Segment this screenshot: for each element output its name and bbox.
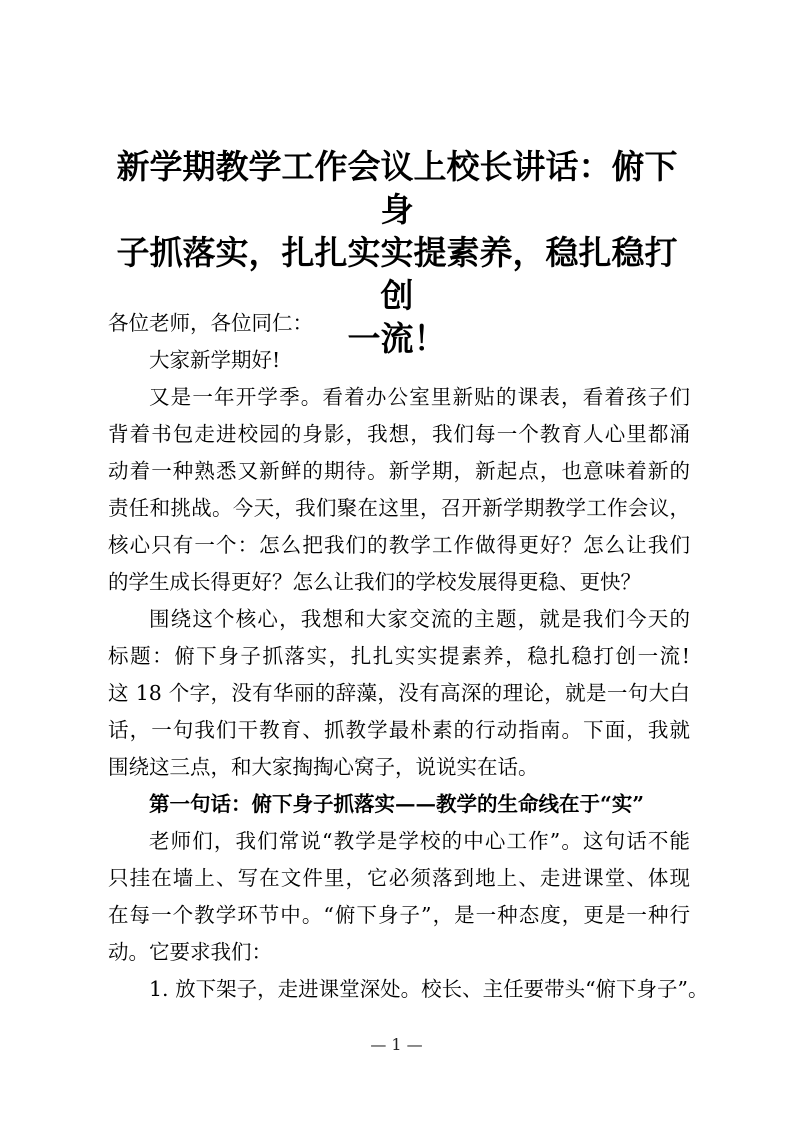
paragraph-line: 话，一句我们干教育、抓教学最朴素的行动指南。下面，我就 — [108, 718, 690, 742]
paragraph-line: 背着书包走进校园的身影，我想，我们每一个教育人心里都涌 — [108, 422, 690, 446]
paragraph-line: 动着一种熟悉又新鲜的期待。新学期，新起点，也意味着新的 — [108, 459, 690, 483]
title-line: 一流！ — [347, 319, 447, 358]
section-heading: 第一句话：俯下身子抓落实——教学的生命线在于“实” — [149, 792, 645, 816]
paragraph-line: 责任和挑战。今天，我们聚在这里，召开新学期教学工作会议， — [108, 496, 690, 520]
paragraph-line: 只挂在墙上、写在文件里，它必须落到地上、走进课堂、体现 — [108, 866, 690, 890]
title-line: 新学期教学工作会议上校长讲话：俯下身 — [116, 147, 678, 229]
paragraph-line: 老师们，我们常说“教学是学校的中心工作”。这句话不能 — [149, 829, 690, 853]
paragraph-line: 围绕这三点，和大家掏掏心窝子，说说实在话。 — [108, 755, 539, 779]
paragraph-line: 标题：俯下身子抓落实，扎扎实实提素养，稳扎稳打创一流! — [108, 644, 690, 668]
paragraph-line: 核心只有一个：怎么把我们的教学工作做得更好？怎么让我们 — [108, 533, 690, 557]
page-number: — 1 — — [370, 1035, 423, 1054]
document-body — [108, 305, 709, 1008]
paragraph-line: 大家新学期好! — [149, 348, 281, 372]
paragraph-line: 在每一个教学环节中。“俯下身子”，是一种态度，更是一种行 — [108, 903, 690, 927]
paragraph-line: 这 18 个字，没有华丽的辞藻，没有高深的理论，就是一句大白 — [108, 681, 690, 705]
paragraph-line: 1. 放下架子，走进课堂深处。校长、主任要带头“俯下身子”。 — [149, 977, 709, 1001]
paragraph-line: 的学生成长得更好？怎么让我们的学校发展得更稳、更快？ — [108, 570, 641, 594]
title-line: 子抓落实，扎扎实实提素养，稳扎稳打创 — [116, 233, 678, 315]
paragraph-line: 围绕这个核心，我想和大家交流的主题，就是我们今天的 — [149, 607, 690, 631]
paragraph-line: 动。它要求我们： — [108, 940, 272, 964]
paragraph-line: 各位老师，各位同仁： — [108, 311, 313, 335]
paragraph-line: 又是一年开学季。看着办公室里新贴的课表，看着孩子们 — [149, 385, 690, 409]
